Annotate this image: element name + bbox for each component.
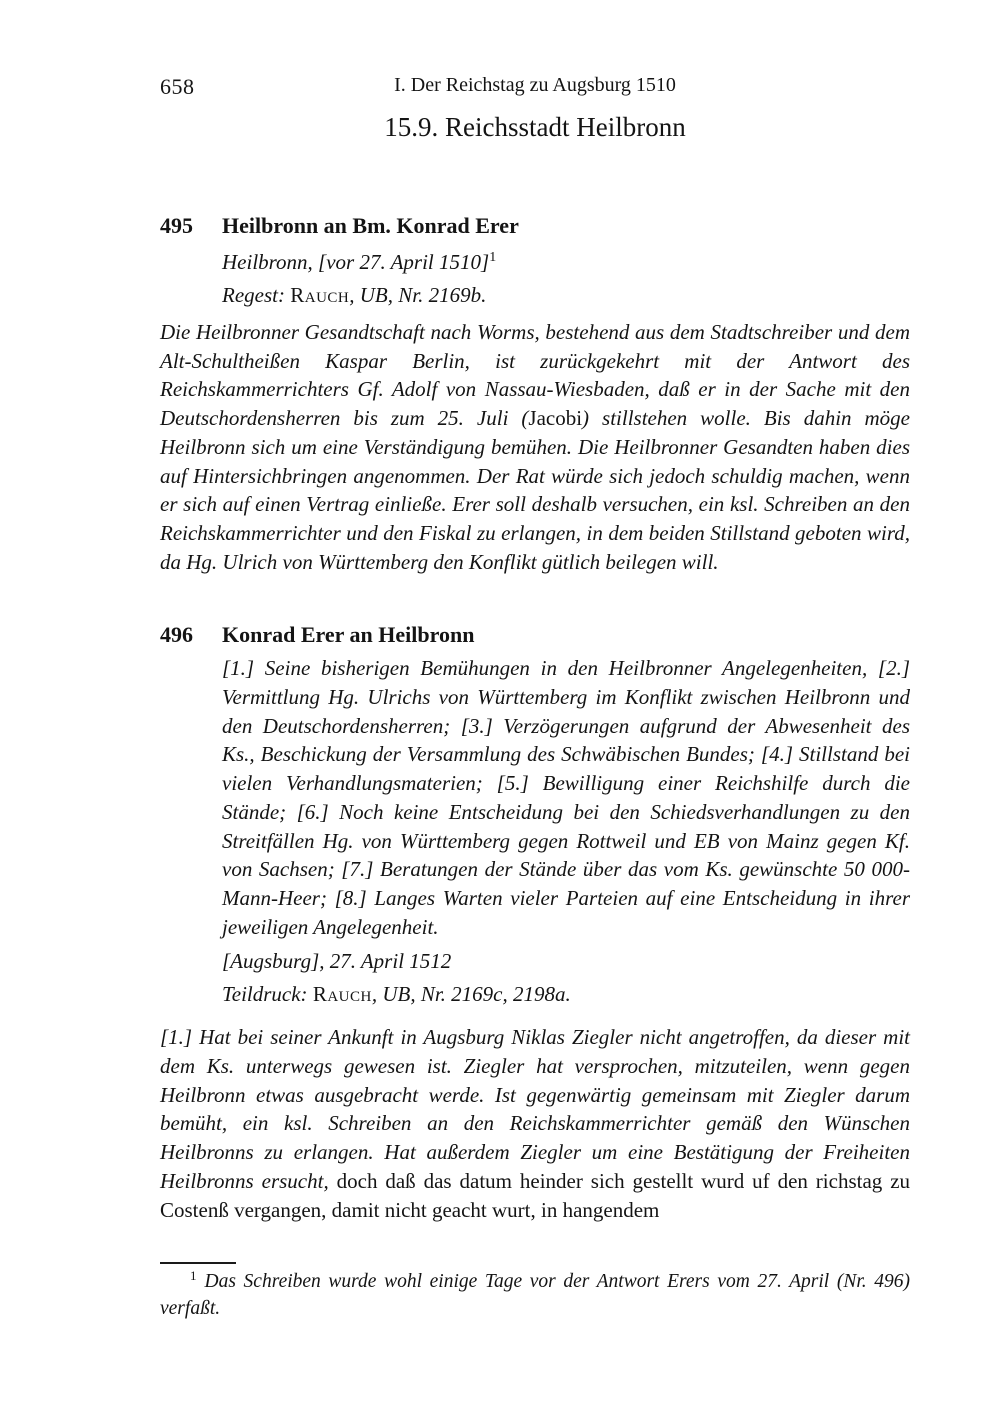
entry-495-heading [160,213,910,239]
entry-495-dateline [222,246,910,279]
entry-496-dateline-text: [Augsburg], 27. April 1512 [222,949,452,974]
entry-496-body [160,1023,910,1224]
entry-496-body-italic: [1.] Hat bei seiner Ankunft in Augsburg Niklas Ziegler nicht angetroffen, da dieser mit dem Ks. unterwegs gewesen ist. Ziegler hat versprochen, mitzuteilen, wenn gegen Heilbronn etwas ausgebracht werde. Ist gegenwärtig gemeinsam mit Ziegler darum bemüht, ein ksl. Schreiben an den Reichskammerrichter gemäß den Wünschen Heilbronns zu erlangen. Hat außerdem Ziegler um eine Bestätigung der Freiheiten Heilbronns ersucht, [160,1025,910,1193]
entry-495-dateline-text: Heilbronn, [vor 27. April 1510] [222,250,490,274]
footnote-1-text: Das Schreiben wurde wohl einige Tage vor der Antwort Erers vom 27. April (Nr. 496) verfaßt. [160,1271,910,1320]
entry-495-summary-part1: Die Heilbronner Gesandtschaft nach Worms, bestehend aus dem Stadtschreiber und dem Alt-Schultheißen Kaspar Berlin, ist zurückgekehrt mit der Antwort des Reichskammerrichters Gf. Adolf von Nassau-Wiesbaden, daß er in der Sache mit den Deutschordensherren bis zum 25. Juli ( [160,320,910,431]
entry-496-heading [160,622,910,648]
page-number: 658 [160,74,195,99]
entry-496 [160,622,910,1224]
entry-496-body-roman: doch daß das datum heinder sich gestellt wurd uf den richstag zu Costenß vergangen, damit nicht geacht wurt, in hangendem [160,1168,911,1222]
section-title: 15.9. Reichsstadt Heilbronn [384,112,686,142]
footnote-1-marker: 1 [190,1267,197,1283]
entry-496-source-detail: , UB, Nr. 2169c, 2198a. [371,982,571,1007]
entry-495 [160,213,910,576]
entry-496-dateline [222,945,910,978]
entry-495-source [222,279,910,312]
entry-496-title: Konrad Erer an Heilbronn [222,622,475,648]
entry-495-number: 495 [160,213,193,238]
footnote-ref-1: 1 [489,250,497,265]
footnote-rule [160,1262,236,1264]
footnote-area [160,1262,910,1322]
entry-496-source [222,978,910,1011]
entry-496-source-name: Rauch [312,982,372,1007]
entry-496-number: 496 [160,622,193,648]
entry-495-source-name: Rauch [290,283,350,307]
entry-495-summary-part2: ) stillstehen wolle. Bis dahin möge Heilbronn sich um eine Verständigung bemühen. Die Heilbronner Gesandten haben dies auf Hintersichbringen angenommen. Der Rat würde sich jedoch schuldig machen, wenn er sich auf einen Vertrag einließe. Erer soll deshalb versuchen, ein ksl. Schreiben an den Reichskammerrichter und den Fiskal zu erlangen, in dem beiden Stillstand geboten wird, da Hg. Ulrich von Württemberg den Konflikt gütlich beilegen will. [160,406,910,574]
entry-496-abstract: [1.] Seine bisherigen Bemühungen in den Heilbronner Angelegenheiten, [2.] Vermittlung Hg. Ulrichs von Württemberg im Konflikt zwischen Heilbronn und den Deutschordensherren; [3.] Verzögerungen aufgrund der Abwesenheit des Ks., Beschickung der Versammlung des Schwäbischen Bundes; [4.] Stillstand bei vielen Verhandlungsmaterien; [5.] Bewilligung einer Reichshilfe durch die Stände; [6.] Noch keine Entscheidung bei den Schiedsverhandlungen zu den Streitfällen Hg. von Württemberg gegen Rottweil und EB von Mainz gegen Kf. von Sachsen; [7.] Beratungen der Stände über das vom Ks. gewünschte 50 000-Mann-Heer; [8.] Langes Warten vieler Parteien auf eine Entscheidung in ihrer jeweiligen Angelegenheit. [222,656,910,939]
entry-495-source-label: Regest: [222,283,291,307]
entry-496-source-label: Teildruck: [222,982,313,1007]
entry-495-summary-roman: Jacobi [528,406,583,431]
page-header [160,74,910,102]
entry-495-title: Heilbronn an Bm. Konrad Erer [222,213,519,238]
footnote-1 [160,1268,910,1322]
running-head: I. Der Reichstag zu Augsburg 1510 [394,74,676,96]
entry-495-summary [160,318,910,576]
entry-495-source-detail: , UB, Nr. 2169b. [349,283,487,307]
